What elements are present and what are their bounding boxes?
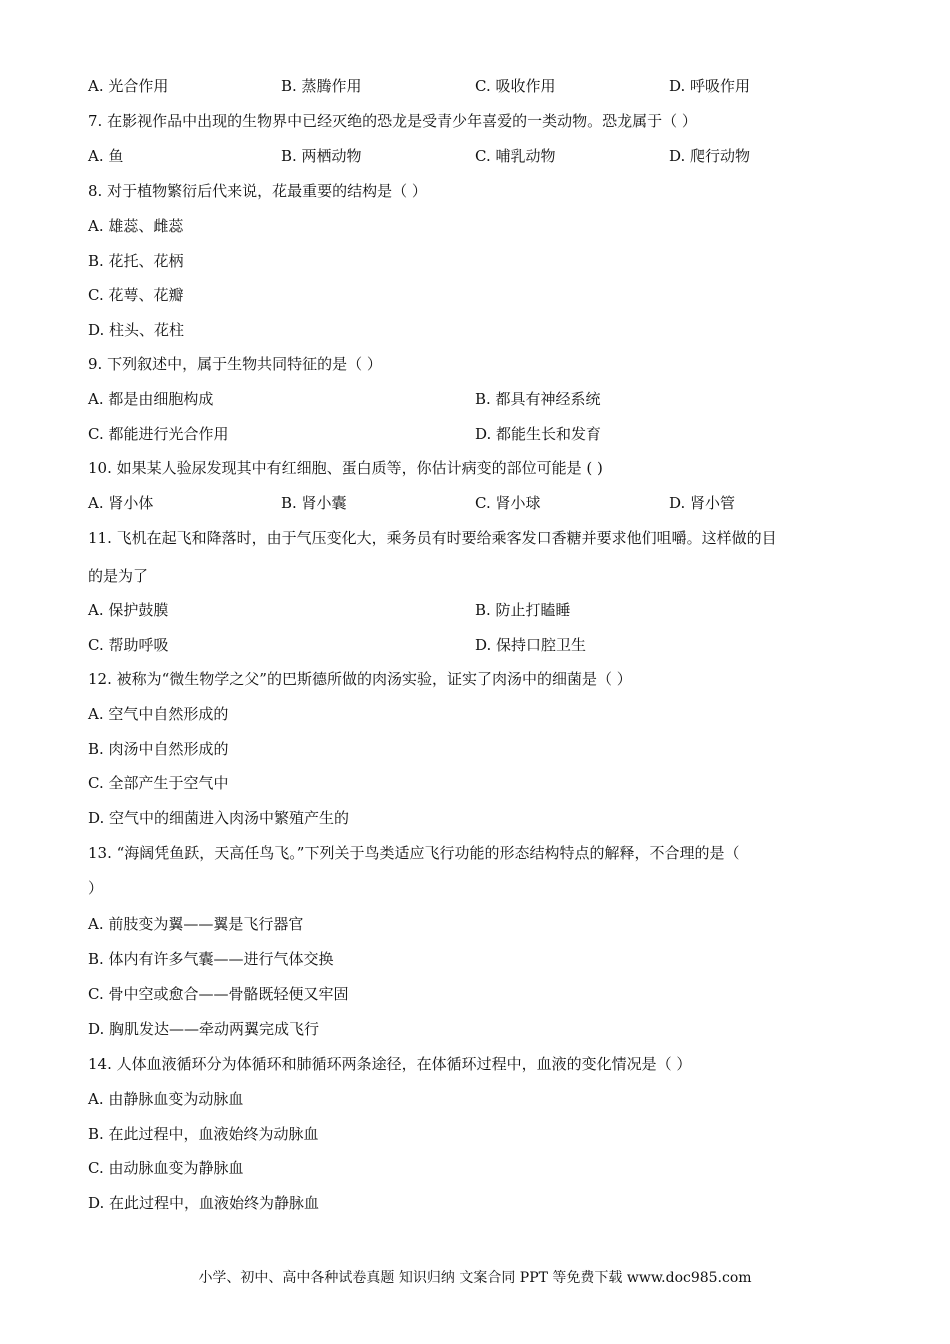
q10-option-d: D. 肾小管 (669, 494, 736, 512)
q9-options-row2 (88, 424, 848, 444)
q6-options (88, 76, 848, 96)
q13-stem-line1: 13. “海阔凭鱼跃，天高任鸟飞。”下列关于鸟类适应飞行功能的形态结构特点的解释，不合理的是（ (88, 844, 740, 862)
q7-option-a: A. 鱼 (88, 147, 124, 165)
q7-options (88, 146, 848, 166)
q12-stem: 12. 被称为“微生物学之父”的巴斯德所做的肉汤实验，证实了肉汤中的细菌是（ ） (88, 670, 632, 688)
q11-stem-line1: 11. 飞机在起飞和降落时，由于气压变化大，乘务员有时要给乘客发口香糖并要求他们咀嚼。这样做的目 (88, 529, 777, 547)
q9-option-c: C. 都能进行光合作用 (88, 425, 229, 443)
q9-option-d: D. 都能生长和发育 (475, 425, 602, 443)
q8-option-d: D. 柱头、花柱 (88, 321, 185, 339)
q6-option-d: D. 呼吸作用 (669, 77, 751, 95)
q8-stem: 8. 对于植物繁衍后代来说，花最重要的结构是（ ） (88, 182, 427, 200)
q10-option-b: B. 肾小囊 (281, 494, 347, 512)
q11-stem-line2: 的是为了 (88, 567, 149, 585)
q7-option-d: D. 爬行动物 (669, 147, 751, 165)
q8-option-b: B. 花托、花柄 (88, 252, 184, 270)
q6-option-b: B. 蒸腾作用 (281, 77, 362, 95)
q6-option-a: A. 光合作用 (88, 77, 169, 95)
q9-option-b: B. 都具有神经系统 (475, 390, 601, 408)
q12-option-c: C. 全部产生于空气中 (88, 774, 229, 792)
q9-stem: 9. 下列叙述中，属于生物共同特征的是（ ） (88, 355, 382, 373)
q11-option-c: C. 帮助呼吸 (88, 636, 169, 654)
q10-option-a: A. 肾小体 (88, 494, 154, 512)
q13-option-a: A. 前肢变为翼——翼是飞行器官 (88, 915, 304, 933)
q14-option-d: D. 在此过程中，血液始终为静脉血 (88, 1194, 320, 1212)
q11-option-d: D. 保持口腔卫生 (475, 636, 587, 654)
q11-option-a: A. 保护鼓膜 (88, 601, 169, 619)
q12-option-b: B. 肉汤中自然形成的 (88, 740, 229, 758)
q14-option-c: C. 由动脉血变为静脉血 (88, 1159, 244, 1177)
q13-option-c: C. 骨中空或愈合——骨骼既轻便又牢固 (88, 985, 349, 1003)
q13-option-d: D. 胸肌发达——牵动两翼完成飞行 (88, 1020, 320, 1038)
q14-stem: 14. 人体血液循环分为体循环和肺循环两条途径，在体循环过程中，血液的变化情况是（ ） (88, 1055, 692, 1073)
q14-option-a: A. 由静脉血变为动脉血 (88, 1090, 244, 1108)
q11-option-b: B. 防止打瞌睡 (475, 601, 571, 619)
q12-option-d: D. 空气中的细菌进入肉汤中繁殖产生的 (88, 809, 350, 827)
q8-option-a: A. 雄蕊、雌蕊 (88, 217, 184, 235)
q7-option-c: C. 哺乳动物 (475, 147, 556, 165)
q6-option-c: C. 吸收作用 (475, 77, 556, 95)
q14-option-b: B. 在此过程中，血液始终为动脉血 (88, 1125, 319, 1143)
q10-stem: 10. 如果某人验尿发现其中有红细胞、蛋白质等，你估计病变的部位可能是 ( ) (88, 459, 603, 477)
q10-option-c: C. 肾小球 (475, 494, 541, 512)
q7-stem: 7. 在影视作品中出现的生物界中已经灭绝的恐龙是受青少年喜爱的一类动物。恐龙属于（ ） (88, 112, 697, 130)
q9-option-a: A. 都是由细胞构成 (88, 390, 214, 408)
q11-options-row2 (88, 635, 848, 655)
q9-options-row1 (88, 389, 848, 409)
q10-options (88, 493, 848, 513)
q13-option-b: B. 体内有许多气囊——进行气体交换 (88, 950, 334, 968)
q12-option-a: A. 空气中自然形成的 (88, 705, 229, 723)
q8-option-c: C. 花萼、花瓣 (88, 286, 184, 304)
q13-stem-line2: ） (88, 879, 104, 897)
page-footer: 小学、初中、高中各种试卷真题 知识归纳 文案合同 PPT 等免费下载 www.doc985.com (198, 1270, 752, 1286)
q11-options-row1 (88, 600, 848, 620)
q7-option-b: B. 两栖动物 (281, 147, 362, 165)
